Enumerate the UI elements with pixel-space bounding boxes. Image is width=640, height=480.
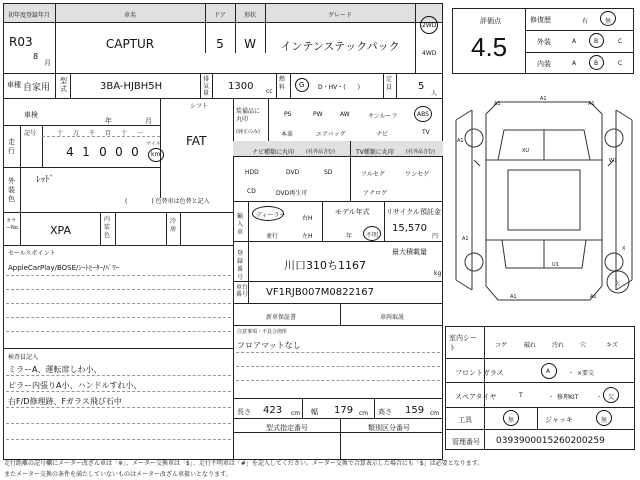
glass-dot: ・ [568,370,575,377]
mileage-mark-label: 記号 [24,130,37,137]
mileage-unit-0: 十 [56,130,63,137]
usage-value: 自家用 [23,83,51,93]
cap-label: 定員 [386,76,393,91]
shape-label: 形状 [243,12,256,19]
mileage-unit-2: 千 [88,130,95,137]
glass-a: A [546,368,551,375]
equip-sunroof: サンルーフ [368,113,398,120]
footer-line-2: またメーター交換の条件を満たしていないものはメーター改ざん車扱いとなります。 [4,471,232,478]
seat-dirt: 汚れ [552,342,565,349]
sales-point-text: AppleCarPlay/BOSE/ｼｰﾄﾋｰﾀｰ/ﾊﾟﾜｰ [8,264,120,272]
diag-label-8: X [622,246,626,252]
tv-analog: アナログ [363,190,388,197]
footer-line-1: 走行距離の記号欄にメーター改ざん車は「※」、メーター交換車は「$」、走行不明車は「#」を記入してください。メーター交換で合算表示した場合にも「$」は必要となります。 [4,460,484,467]
navi-hdd: HDD [245,169,259,176]
spare-dot2: ・ [596,394,603,401]
name-label: 車名 [123,12,136,19]
diag-label-5: XU [522,148,530,154]
navi-dvd: DVD [286,169,300,176]
import-label: 輸入車 [237,213,244,236]
car-doors: 5 [216,37,224,51]
equip-navi: ナビ [376,131,389,138]
ext-grade-label: 外装 [537,38,551,46]
equip-tv: TV [422,129,430,136]
drive-other: 4WD [422,50,437,57]
diag-label-7: U1 [552,262,559,268]
tv-fullseg: フルセグ [361,171,385,178]
repair-label: 修復歴 [530,16,551,24]
fuel-rest: D・HV・( ) [318,84,360,91]
ext-grade-c: C [618,38,623,45]
navi-label: ナビ種類に丸印 [252,149,295,156]
navi-dvd-play: DVD再生可 [276,190,308,197]
inspector-label: 検査員記入 [8,354,39,361]
recycle-value: 15,570 [392,223,427,234]
hei-unit: cm [430,410,440,417]
model-year-year: 年 [346,233,353,240]
mileage-digit-4: 0 [131,145,139,159]
diag-label-3: A1 [457,138,464,144]
inspector-line-1: ピラー内張りA小、ハンドルすれ小、 [8,381,142,390]
ac-label: 冷房 [170,218,177,233]
model-value: 3BA-HJBH5H [100,81,163,92]
mileage-digit-3: 0 [115,145,123,159]
equip-abs: ABS [417,111,429,118]
mileage-unit-1: 万 [72,130,79,137]
tools-value: 無 [508,417,515,424]
wid-label: 幅 [311,408,318,416]
mileage-unit-km: km [151,151,161,158]
car-name: CAPTUR [105,37,155,51]
spare-t: T [519,392,523,399]
spare-kit: 修理KIT [557,394,579,401]
repair-no: 無 [605,18,612,25]
tv-sub: (社外品含む) [406,149,435,155]
inspection-year: 年 [105,117,112,125]
registration-value: 川口310ち1167 [284,259,366,272]
equip-ps: PS [284,111,292,118]
class-code-label: 類別区分番号 [368,424,410,432]
cap-unit: 人 [431,90,438,97]
grade-label: グレード [327,12,352,19]
remarks-label: 注意事項・不具合箇所 [237,329,288,335]
diag-label-0: A1 [540,96,547,102]
navi-cd: CD [247,188,256,195]
diag-label-4: W1 [609,158,618,164]
score-label: 評価点 [480,17,501,25]
int-grade-a: A [572,60,577,67]
ext-grade-b: B [594,38,599,45]
inspection-month: 月 [145,117,152,125]
exterior-color: ﾚｯﾄﾞ [36,175,55,185]
diag-label-6: A1 [462,236,469,242]
spare-dot1: ・ [548,394,555,401]
tv-oneseg: ワンセグ [405,171,430,178]
mileage-digit-0: 4 [66,145,74,159]
mileage-digit-1: 1 [82,145,90,159]
color-no-value: XPA [50,224,71,237]
import-rh: 右H [302,215,313,222]
cap-value: 5 [418,81,425,92]
import-parallel: 並行 [266,233,279,240]
fuel-label: 燃料 [279,76,286,91]
registration-label: 登録番号 [237,250,244,281]
glass-replace: ×要交 [577,370,595,377]
inspector-line-0: ミラーA、運転席しわ小、 [8,365,102,374]
mileage-digit-2: 0 [99,145,107,159]
model-year-unknown: 不明 [366,232,379,239]
equipment-sub: (純正のみ) [236,129,260,135]
fuel-selected: G [299,81,305,89]
score-value: 4.5 [471,32,508,62]
model-label: 型式 [60,77,67,93]
mileage-unit-3: 百 [104,130,111,137]
car-grade: インテンステックパック [280,40,400,53]
car-damage-diagram [452,90,636,316]
spare-missing: 欠 [608,394,615,401]
mgmt-label: 管理番号 [452,438,480,446]
seat-burn: コゲ [495,342,508,349]
reg-month-unit: 月 [44,59,51,67]
disp-label: 排気量 [203,76,210,97]
max-load-unit: kg [434,270,442,277]
disp-unit: cc [266,88,273,95]
recycle-label: リサイクル預託金 [386,208,442,216]
seat-scratch: キズ [606,342,618,349]
mileage-label: 走行 [8,138,15,155]
wid-value: 179 [334,405,354,416]
inspection-label: 車検 [24,111,38,119]
recycle-unit: 円 [432,233,439,240]
shift-label: シフト [190,103,209,110]
model-year-label: モデル年式 [335,208,370,216]
shift-value: FAT [186,134,207,148]
reg-year-label: 初年度登録年月 [7,12,50,19]
jack-label: ジャッキ [545,416,573,424]
int-grade-c: C [618,60,623,67]
manual-label: 車両取説 [380,314,405,321]
mgmt-value: 0393900015260200259 [496,436,605,446]
import-dealer: ディーラー [256,212,286,219]
wid-unit: cm [359,410,369,417]
car-shape: W [244,37,256,51]
navi-sd: SD [324,169,333,176]
color-no-label: カラーNo. [6,218,20,231]
max-load-label: 最大積載量 [392,248,427,256]
len-label: 長さ [237,408,251,416]
reg-month: 8 [33,52,39,61]
remarks-text: フロアマットなし [237,341,301,350]
front-glass-label: フロントガラス [455,369,504,377]
interior-color-label: 内装色 [104,216,111,239]
usage-label: 車種 [7,81,21,89]
equip-pw: PW [313,111,323,118]
drive-selected: 2WD [422,22,437,29]
spare-label: スペアタイヤ [455,393,497,401]
inspector-line-2: 右F/D修理跡、Fガラス飛び石中 [8,397,122,406]
diag-label-2: A1 [588,101,595,107]
hei-label: 高さ [378,408,392,416]
chassis-label: 車台番号 [236,284,249,298]
type-code-label: 型式指定番号 [266,424,308,432]
diag-label-1: A1 [494,101,501,107]
equip-aw: AW [340,111,350,118]
seat-hole: 穴 [580,342,587,349]
import-lh: 左H [302,233,313,240]
diag-label-10: A1 [590,294,597,300]
chassis-value: VF1RJB007M0822167 [266,287,374,298]
reg-era-year: R03 [9,35,33,49]
len-unit: cm [291,410,301,417]
int-grade-b: B [594,60,599,67]
int-grade-label: 内装 [537,60,551,68]
seat-label: 室内シート [449,334,477,352]
exterior-label: 外装色 [8,177,15,203]
diag-label-11: 欠 [615,281,621,287]
hei-value: 159 [405,405,425,416]
diag-label-9: A1 [510,294,517,300]
len-value: 423 [263,405,283,416]
mileage-unit-mile: マイル [146,141,161,147]
new-warranty-label: 新車保証書 [266,314,297,321]
tools-label: 工具 [458,416,472,424]
jack-value: 無 [601,417,608,424]
mileage-unit-5: 一 [136,130,143,137]
seat-tear: 破れ [524,342,537,349]
navi-sub: (社外品含む) [306,149,335,155]
equip-airbag: エアバッグ [316,131,346,138]
sales-point-label: セールスポイント [8,250,56,257]
equipment-label: 装備品に丸印 [236,108,261,123]
ext-grade-a: A [572,38,577,45]
doors-label: ドア [214,12,226,19]
equip-leather: 本革 [281,131,294,138]
exterior-note: ( ) 色替車は色替と記入 [125,198,210,205]
repair-yes: 有 [582,18,589,25]
tv-label: TV種類に丸印 [356,149,394,156]
disp-value: 1300 [228,81,254,92]
mileage-unit-4: 十 [120,130,127,137]
